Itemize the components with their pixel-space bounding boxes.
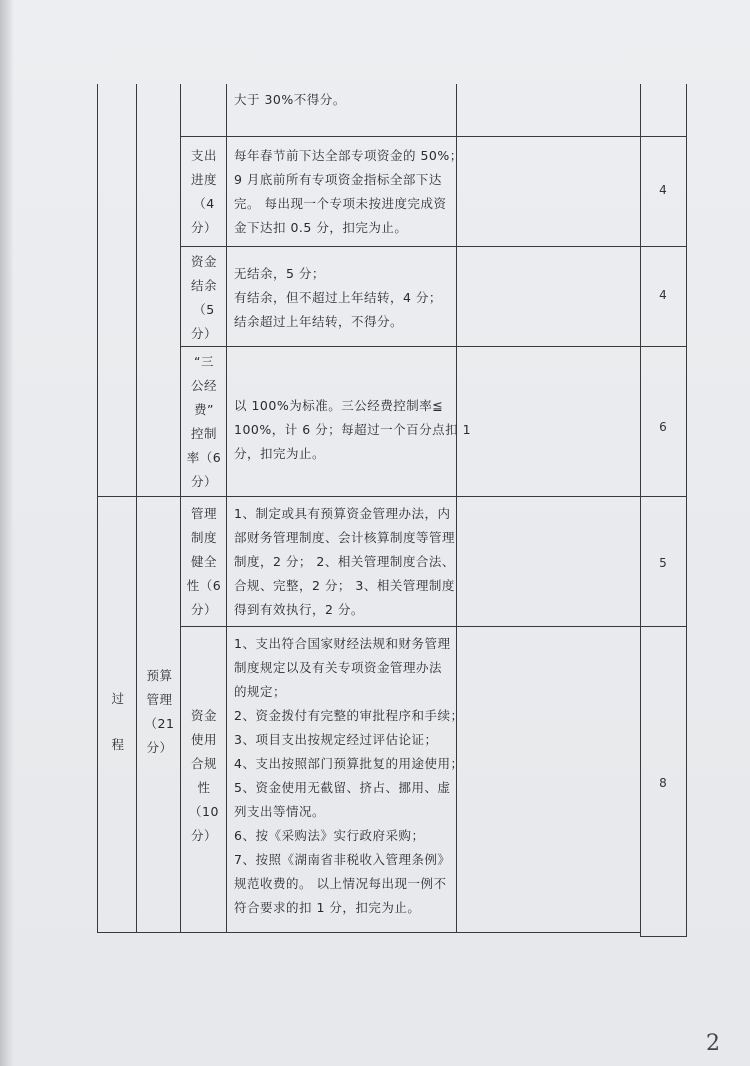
table-border-bottom <box>97 932 641 933</box>
page-number: 2 <box>706 1031 720 1056</box>
score-cell: 5 <box>659 556 667 570</box>
table-row-line <box>180 246 687 247</box>
indicator-cell: 资金 使用 合规 性 （10 分） <box>189 708 219 843</box>
score-cell: 4 <box>659 288 667 302</box>
table-border-left <box>97 84 98 932</box>
criteria-cell: 1、支出符合国家财经法规和财务管理 制度规定以及有关专项资金管理办法 的规定； 2、资金拨付有完整的审批程序和手续； 3、项目支出按规定经过评估论证； 4、支出按照部门预算批复的用途使用； 5、资金使用无截留、挤占、挪用、虚 列支出等情况。 6、按《采购法》实行政府采购； 7、按照《湖南省非税收入管理条例》 规范收费的。 以上情况每出现一例不 符合要求的扣 1 分，扣完为止。 <box>234 636 464 915</box>
indicator-cell: 资金 结余 （5 分） <box>190 254 217 341</box>
score-cell: 8 <box>659 776 667 790</box>
table-border-bottom <box>640 936 687 937</box>
indicator-cell: “三 公经 费” 控制 率（6 分） <box>186 354 222 489</box>
table-border-right <box>686 84 687 936</box>
table-col-line <box>226 84 227 932</box>
criteria-cell: 大于 30%不得分。 <box>234 92 346 107</box>
score-cell: 4 <box>659 183 667 197</box>
category-cell: 过 程 <box>111 691 125 752</box>
indicator-cell: 管理 制度 健全 性（6 分） <box>186 506 222 617</box>
criteria-cell: 1、制定或具有预算资金管理办法，内 部财务管理制度、会计核算制度等管理 制度，2 分； 2、相关管理制度合法、 合规、完整，2 分； 3、相关管理制度 得到有效执行，2 分。 <box>234 506 456 617</box>
subcategory-cell: 预算 管理 （21 分） <box>144 668 175 755</box>
criteria-cell: 以 100%为标准。三公经费控制率≦ 100%，计 6 分；每超过一个百分点扣 1 分，扣完为止。 <box>234 398 472 461</box>
table-row-line <box>97 496 687 497</box>
table-row-line <box>180 346 687 347</box>
table-col-line <box>640 84 641 936</box>
score-cell: 6 <box>659 420 667 434</box>
table-col-line <box>136 84 137 932</box>
page-edge-shadow <box>0 0 14 1066</box>
criteria-cell: 每年春节前下达全部专项资金的 50%； 9 月底前所有专项资金指标全部下达 完。 每出现一个专项未按进度完成资 金下达扣 0.5 分，扣完为止。 <box>234 148 463 235</box>
table-col-line <box>180 84 181 932</box>
criteria-cell: 无结余，5 分； 有结余，但不超过上年结转，4 分； 结余超过上年结转，不得分。 <box>234 266 442 329</box>
table-row-line <box>180 626 687 627</box>
indicator-cell: 支出 进度 （4 分） <box>190 148 217 235</box>
table-row-line <box>180 136 687 137</box>
